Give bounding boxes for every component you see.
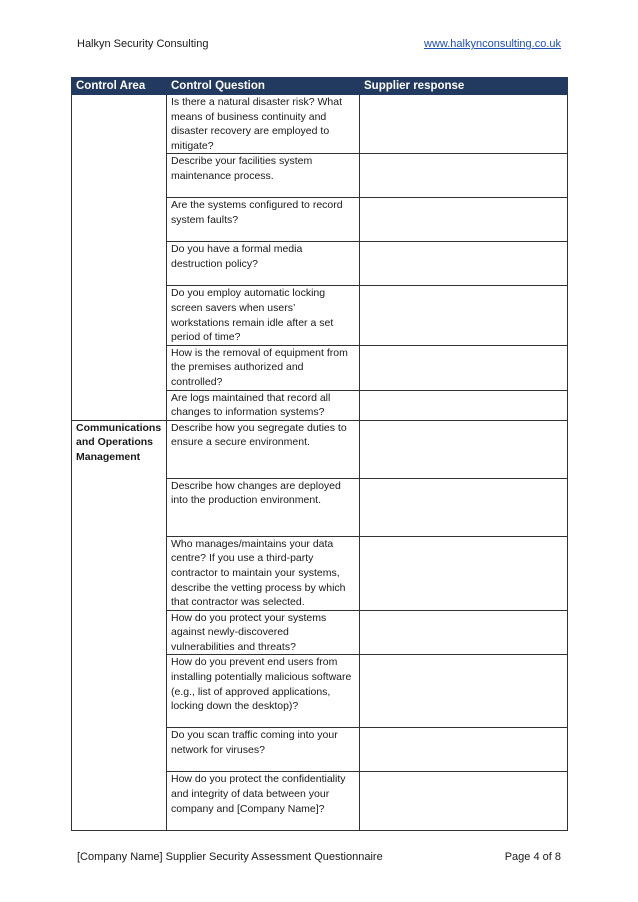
supplier-response-cell[interactable] bbox=[360, 154, 568, 198]
supplier-response-cell[interactable] bbox=[360, 95, 568, 154]
supplier-response-cell[interactable] bbox=[360, 286, 568, 345]
supplier-response-cell[interactable] bbox=[360, 772, 568, 831]
questionnaire-table bbox=[71, 77, 568, 831]
supplier-response-cell[interactable] bbox=[360, 655, 568, 728]
column-header-control-question: Control Question bbox=[167, 78, 360, 95]
control-question-cell: Who manages/maintains your data centre? If you use a third-party contractor to maintain your systems, describe the vetting process by which that contractor was selected. bbox=[167, 536, 360, 610]
header-company-name: Halkyn Security Consulting bbox=[77, 38, 209, 50]
control-question-cell: How is the removal of equipment from the premises authorized and controlled? bbox=[167, 345, 360, 390]
control-question-cell: Are logs maintained that record all changes to information systems? bbox=[167, 390, 360, 420]
supplier-response-cell[interactable] bbox=[360, 198, 568, 242]
control-area-cell bbox=[72, 95, 167, 421]
supplier-response-cell[interactable] bbox=[360, 478, 568, 536]
table-header-row bbox=[72, 78, 568, 95]
control-question-cell: How do you protect your systems against newly-discovered vulnerabilities and threats? bbox=[167, 610, 360, 655]
supplier-response-cell[interactable] bbox=[360, 610, 568, 655]
control-area-cell: Communications and Operations Management bbox=[72, 420, 167, 831]
header-website-link[interactable]: www.halkynconsulting.co.uk bbox=[424, 38, 561, 50]
control-question-cell: Are the systems configured to record system faults? bbox=[167, 198, 360, 242]
control-question-cell: Describe how you segregate duties to ensure a secure environment. bbox=[167, 420, 360, 478]
control-question-cell: Do you scan traffic coming into your network for viruses? bbox=[167, 728, 360, 772]
supplier-response-cell[interactable] bbox=[360, 420, 568, 478]
control-question-cell: How do you prevent end users from installing potentially malicious software (e.g., list of approved applications, locking down the desktop)? bbox=[167, 655, 360, 728]
supplier-response-cell[interactable] bbox=[360, 390, 568, 420]
supplier-response-cell[interactable] bbox=[360, 536, 568, 610]
control-question-cell: Describe your facilities system maintenance process. bbox=[167, 154, 360, 198]
column-header-supplier-response: Supplier response bbox=[360, 78, 568, 95]
control-question-cell: Do you employ automatic locking screen savers when users’ workstations remain idle after a set period of time? bbox=[167, 286, 360, 345]
control-question-cell: Is there a natural disaster risk? What means of business continuity and disaster recovery are employed to mitigate? bbox=[167, 95, 360, 154]
control-question-cell: How do you protect the confidentiality and integrity of data between your company and [Company Name]? bbox=[167, 772, 360, 831]
footer-page-number: Page 4 of 8 bbox=[504, 851, 561, 863]
column-header-control-area: Control Area bbox=[72, 78, 167, 95]
footer-document-title: [Company Name] Supplier Security Assessment Questionnaire bbox=[77, 851, 383, 863]
supplier-response-cell[interactable] bbox=[360, 242, 568, 286]
table-row bbox=[72, 95, 568, 154]
control-question-cell: Describe how changes are deployed into the production environment. bbox=[167, 478, 360, 536]
table-row bbox=[72, 420, 568, 478]
supplier-response-cell[interactable] bbox=[360, 345, 568, 390]
supplier-response-cell[interactable] bbox=[360, 728, 568, 772]
control-question-cell: Do you have a formal media destruction policy? bbox=[167, 242, 360, 286]
